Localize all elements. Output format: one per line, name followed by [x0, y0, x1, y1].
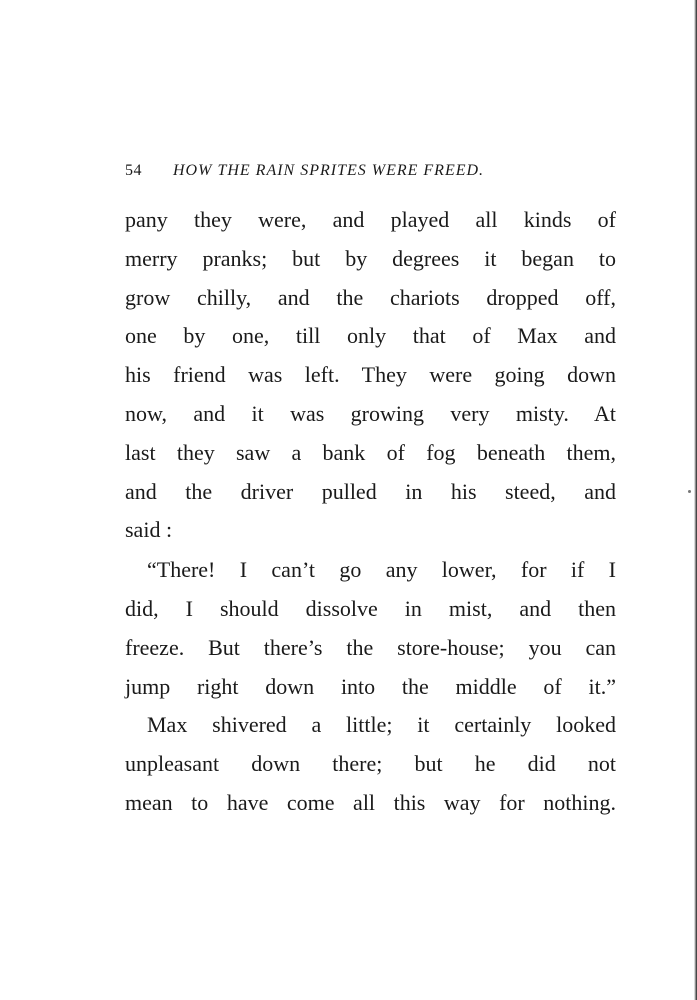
- running-title: HOW THE RAIN SPRITES WERE FREED.: [173, 162, 485, 179]
- paragraph: [125, 551, 616, 706]
- body-text: [125, 201, 616, 823]
- text-line: merry pranks; but by degrees it began to: [125, 245, 616, 271]
- text-line: and the driver pulled in his steed, and: [125, 478, 616, 504]
- text-line: pany they were, and played all kinds of: [125, 207, 616, 232]
- page-number: 54: [125, 162, 142, 179]
- text-line: did, I should dissolve in mist, and then: [125, 595, 616, 621]
- text-line: jump right down into the middle of it.”: [125, 673, 616, 699]
- text-line: now, and it was growing very misty. At: [125, 400, 616, 426]
- text-line: Max shivered a little; it certainly looked: [147, 712, 616, 738]
- text-line: unpleasant down there; but he did not: [125, 751, 616, 777]
- running-head: [125, 162, 575, 184]
- text-line: his friend was left. They were going down: [125, 362, 616, 388]
- text-line: mean to have come all this way for nothing.: [125, 789, 616, 815]
- text-line: said :: [125, 517, 173, 543]
- text-line: grow chilly, and the chariots dropped off,: [125, 284, 616, 310]
- text-line: last they saw a bank of fog beneath them,: [125, 439, 616, 465]
- text-line: “There! I can’t go any lower, for if I: [147, 557, 616, 583]
- text-line: freeze. But there’s the store-house; you can: [125, 634, 616, 660]
- text-line: one by one, till only that of Max and: [125, 323, 616, 349]
- paragraph: [125, 201, 616, 550]
- paragraph: [125, 706, 616, 822]
- paper-speck: [688, 490, 691, 493]
